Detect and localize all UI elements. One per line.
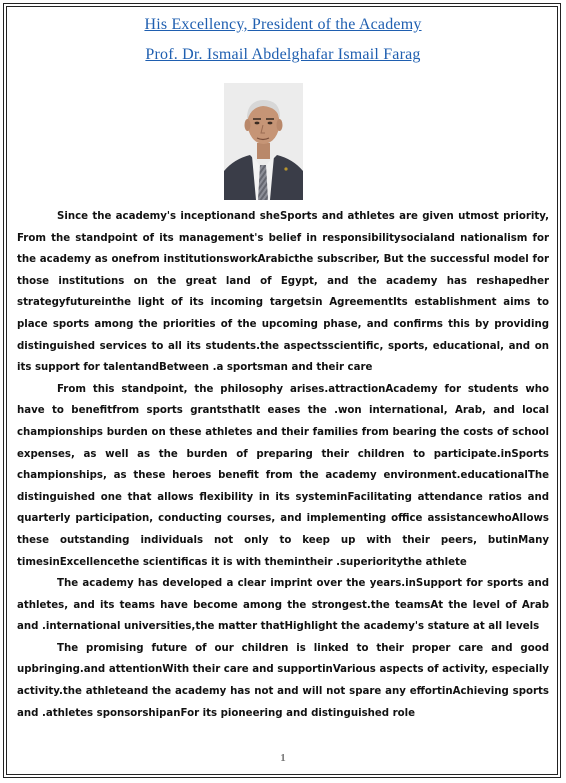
paragraph: Since the academy's inceptionand sheSports and athletes are given utmost priority, From the standpoint of its management's belief in responsibilitysocialand nationalism for the academy as onefrom institutionsworkArabicthe subscriber, But the successful model for those institutions on the great land of Egypt, and the academy has reshapedher strategyfutureinthe light of its incoming targetsin AgreementIts establishment aims to place sports among the priorities of the upcoming phase, and confirms this by providing distinguished services to all its students.the aspectsscientific, sports, educational, and on its support for talentandBetween .a sportsman and their care [17,211,549,374]
paragraph: The academy has developed a clear imprint over the years.inSupport for sports and athletes, and its teams have become among the strongest.the teamsAt the level of Arab and .international universities,the matter thatHighlight the academy's stature at all levels [17,578,549,633]
paragraph: From this standpoint, the philosophy arises.attractionAcademy for students who have to benefitfrom sports grantsthatIt eases the .won international, Arab, and local championships burden on these athletes and their families from bearing the costs of school expenses, as well as the burden of preparing their children to participate.inSports championships, as these heroes benefit from the academy environment.educationalThe distinguished one that allows flexibility in its systeminFacilitating attendance ratios and quarterly participation, conducting courses, and implementing office assistancewhoAllows these outstanding individuals not only to keep up with their peers, butinMany timesinExcellencethe scientificas it is with themintheir .superioritythe athlete [17,383,549,568]
president-name: Prof. Dr. Ismail Abdelghafar Ismail Farag [145,46,421,63]
paragraph: The promising future of our children is linked to their proper care and good upbringing.and attentionWith their care and supportinVarious aspects of activity, especially activity.the athleteand the academy has not and will not spare any effortinAchieving sports and .athletes sponsorshipanFor its pioneering and distinguished role [17,642,549,719]
body-text [17,206,549,724]
page-number: 1 [280,752,286,764]
president-portrait [224,83,303,200]
page-title: His Excellency, President of the Academy [144,16,422,33]
